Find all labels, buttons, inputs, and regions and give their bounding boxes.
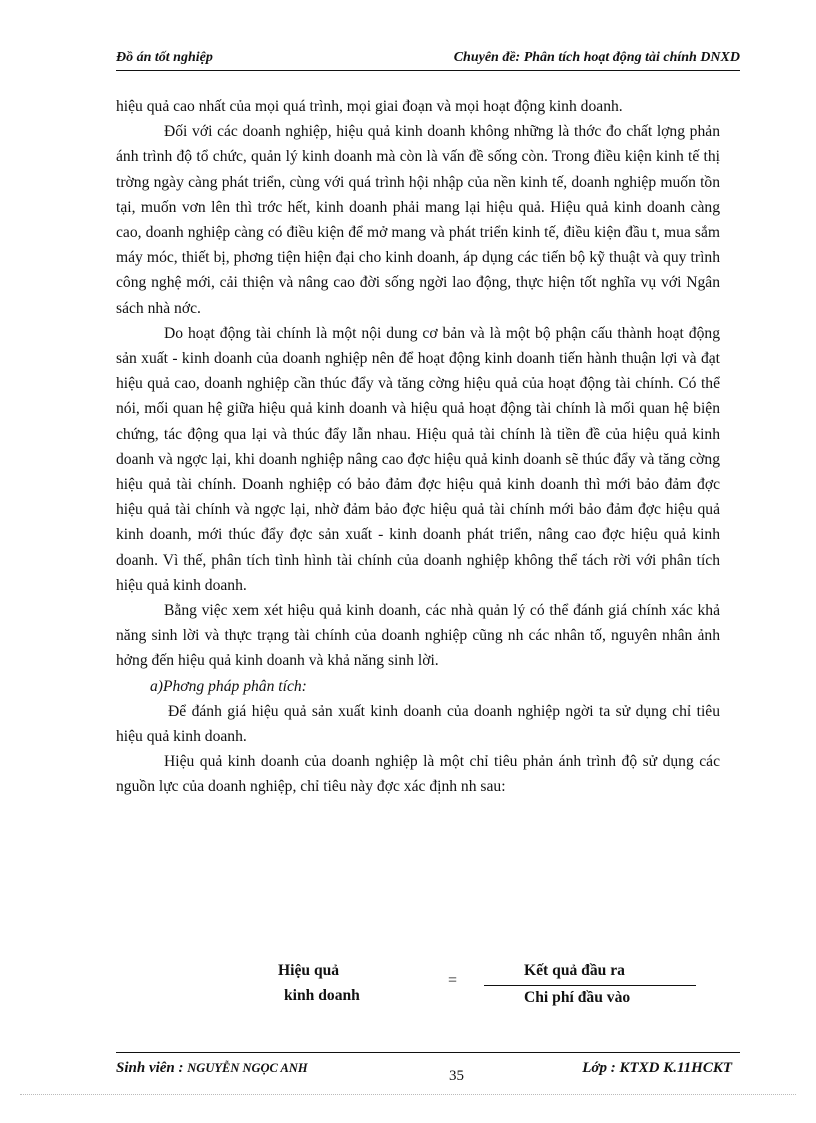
page-header [116, 50, 740, 70]
page-bottom-divider [20, 1094, 796, 1095]
student-label: Sinh viên : [116, 1060, 184, 1076]
page-footer [116, 1060, 740, 1086]
paragraph-continuation: hiệu quả cao nhất của mọi quá trình, mọi giai đoạn và mọi hoạt động kinh doanh. [116, 98, 623, 115]
formula-lhs-line1: Hiệu quả [278, 962, 340, 979]
formula-lhs-line2: kinh doanh [284, 987, 360, 1004]
footer-student [116, 1060, 308, 1077]
header-right: Chuyên đề: Phân tích hoạt động tài chính DNXD [453, 50, 740, 65]
footer-class: Lớp : KTXD K.11HCKT [582, 1060, 732, 1076]
body-text [116, 94, 720, 800]
formula-equals: = [448, 972, 458, 989]
efficiency-formula [116, 958, 740, 1018]
paragraph-financial-activity: Do hoạt động tài chính là một nội dung cơ bản và là một bộ phận cấu thành hoạt động sản xuất - kinh doanh của doanh nghiệp nên để hoạt động kinh doanh tiến hành thuận lợi và đạt hiệu quả cao, doanh nghiệp cần thúc đẩy và tăng cờng hiệu quả của hoạt động tài chính. Có thể nói, mối quan hệ giữa hiệu quả kinh doanh và hiệu quả hoạt động tài chính là mối quan hệ biện chứng, tác động qua lại và thúc đẩy lẫn nhau. Hiệu quả tài chính là tiền đề của hiệu quả kinh doanh và ngợc lại, khi doanh nghiệp nâng cao đợc hiệu quả kinh doanh sẽ thúc đẩy và tăng cờng hiệu quả tài chính. Doanh nghiệp có bảo đảm đợc hiệu quả kinh doanh thì mới bảo đảm đợc hiệu quả tài chính và ngợc lại, nhờ đảm bảo đợc hiệu quả tài chính mới bảo đảm đợc hiệu quả kinh doanh, mới thúc đẩy đợc sản xuất - kinh doanh phát triển, nâng cao đợc hiệu quả kinh doanh. Vì thế, phân tích tình hình tài chính của doanh nghiệp không thể tách rời với phân tích hiệu quả kinh doanh. [116, 324, 720, 594]
paragraph-method: Để đánh giá hiệu quả sản xuất kinh doanh của doanh nghiệp ngời ta sử dụng chỉ tiêu hiệu quả kinh doanh. [116, 702, 720, 746]
section-heading-method: a)Phơng pháp phân tích: [150, 677, 307, 695]
header-left: Đồ án tốt nghiệp [116, 50, 213, 65]
paragraph-evaluation: Bằng việc xem xét hiệu quả kinh doanh, các nhà quản lý có thể đánh giá chính xác khả năng sinh lời và thực trạng tài chính của doanh nghiệp cũng nh các nhân tố, nguyên nhân ảnh hởng đến hiệu quả kinh doanh và khả năng sinh lời. [116, 602, 720, 670]
header-rule [116, 70, 740, 71]
page-number: 35 [449, 1068, 464, 1084]
footer-rule [116, 1052, 740, 1053]
formula-denominator: Chi phí đầu vào [524, 989, 631, 1006]
student-name: NGUYỄN NGỌC ANH [187, 1061, 308, 1075]
fraction-bar [484, 985, 696, 986]
paragraph-indicator: Hiệu quả kinh doanh của doanh nghiệp là một chỉ tiêu phản ánh trình độ sử dụng các nguồn lực của doanh nghiệp, chỉ tiêu này đợc xác định nh sau: [116, 753, 720, 796]
formula-numerator: Kết quả đầu ra [524, 962, 625, 979]
paragraph-business-efficiency: Đối với các doanh nghiệp, hiệu quả kinh doanh không những là thớc đo chất lợng phản ánh trình độ tổ chức, quản lý kinh doanh mà còn là vấn đề sống còn. Trong điều kiện kinh tế thị trờng ngày càng phát triển, cùng với quá trình hội nhập của nền kinh tế, doanh nghiệp muốn tồn tại, muốn vơn lên thì trớc hết, kinh doanh phải mang lại hiệu quả. Hiệu quả kinh doanh càng cao, doanh nghiệp càng có điều kiện để mở mang và phát triển kinh tế, điều kiện đầu t, mua sắm máy móc, thiết bị, phơng tiện hiện đại cho kinh doanh, áp dụng các tiến bộ kỹ thuật và quy trình công nghệ mới, cải thiện và nâng cao đời sống ngời lao động, thực hiện tốt nghĩa vụ với Ngân sách nhà nớc. [116, 123, 720, 317]
